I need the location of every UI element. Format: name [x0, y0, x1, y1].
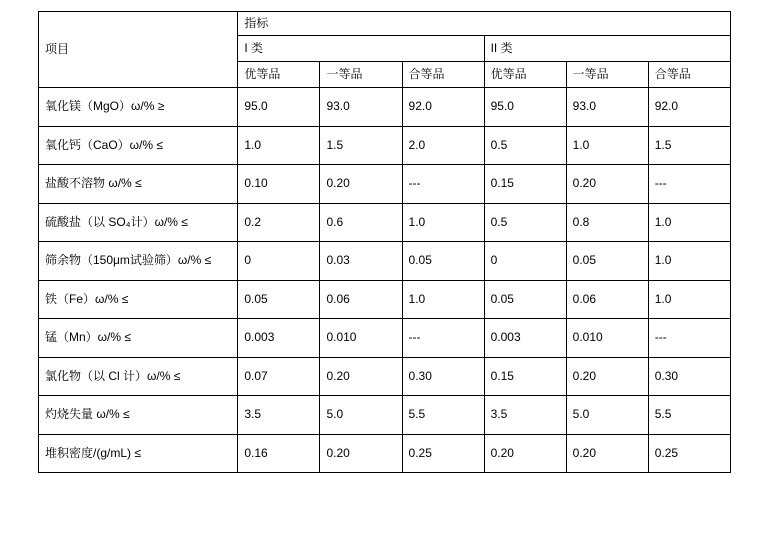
table-row [39, 319, 731, 358]
row-value: 1.5 [648, 126, 730, 165]
table-row [39, 165, 731, 204]
header-index-label: 指标 [238, 12, 731, 36]
row-value: 1.0 [648, 280, 730, 319]
row-value: 0.010 [320, 319, 402, 358]
header-grade-1: 优等品 [238, 62, 320, 88]
row-value: --- [402, 319, 484, 358]
row-value: 0.25 [402, 434, 484, 473]
row-item-name: 筛余物（150μm试验筛）ω/% ≤ [39, 242, 238, 281]
row-value: 0.10 [238, 165, 320, 204]
row-value: 0.15 [484, 357, 566, 396]
header-grade-2: 一等品 [320, 62, 402, 88]
row-value: 0.20 [484, 434, 566, 473]
row-value: 5.0 [320, 396, 402, 435]
table-row [39, 88, 731, 127]
row-value: 5.5 [402, 396, 484, 435]
row-value: 1.0 [238, 126, 320, 165]
row-value: 0.2 [238, 203, 320, 242]
row-value: 0.30 [648, 357, 730, 396]
row-value: 5.0 [566, 396, 648, 435]
row-value: 0.20 [566, 434, 648, 473]
row-value: 0.15 [484, 165, 566, 204]
row-value: --- [402, 165, 484, 204]
row-value: 95.0 [484, 88, 566, 127]
row-value: 0.20 [320, 434, 402, 473]
row-value: 0.06 [566, 280, 648, 319]
row-value: 3.5 [238, 396, 320, 435]
row-value: 0 [484, 242, 566, 281]
row-value: 92.0 [648, 88, 730, 127]
row-value: 1.0 [648, 242, 730, 281]
row-item-name: 锰（Mn）ω/% ≤ [39, 319, 238, 358]
table-row [39, 126, 731, 165]
header-grade-3: 合等品 [402, 62, 484, 88]
row-item-name: 氯化物（以 Cl 计）ω/% ≤ [39, 357, 238, 396]
header-grade-5: 一等品 [566, 62, 648, 88]
row-item-name: 盐酸不溶物 ω/% ≤ [39, 165, 238, 204]
row-value: 1.0 [566, 126, 648, 165]
row-value: 93.0 [320, 88, 402, 127]
table-row [39, 280, 731, 319]
row-value: 0.16 [238, 434, 320, 473]
row-value: 0.30 [402, 357, 484, 396]
row-item-name: 灼烧失量 ω/% ≤ [39, 396, 238, 435]
row-value: 0.03 [320, 242, 402, 281]
table-header-row-1 [39, 12, 731, 36]
row-value: 0.003 [484, 319, 566, 358]
row-value: 1.0 [402, 280, 484, 319]
header-class-1: I 类 [238, 36, 484, 62]
row-value: 93.0 [566, 88, 648, 127]
header-item-label: 项目 [39, 12, 238, 88]
row-value: 3.5 [484, 396, 566, 435]
row-value: 0.20 [566, 357, 648, 396]
row-value: 0.8 [566, 203, 648, 242]
row-value: 92.0 [402, 88, 484, 127]
row-value: 2.0 [402, 126, 484, 165]
row-item-name: 氧化镁（MgO）ω/% ≥ [39, 88, 238, 127]
row-value: 0.20 [320, 165, 402, 204]
row-value: 0.003 [238, 319, 320, 358]
table-row [39, 396, 731, 435]
row-value: 0.20 [566, 165, 648, 204]
row-value: 0 [238, 242, 320, 281]
table-row [39, 357, 731, 396]
row-value: 5.5 [648, 396, 730, 435]
table-row [39, 434, 731, 473]
row-value: 0.6 [320, 203, 402, 242]
row-value: 1.0 [402, 203, 484, 242]
row-value: 0.25 [648, 434, 730, 473]
row-item-name: 硫酸盐（以 SO₄计）ω/% ≤ [39, 203, 238, 242]
row-item-name: 堆积密度/(g/mL) ≤ [39, 434, 238, 473]
row-item-name: 铁（Fe）ω/% ≤ [39, 280, 238, 319]
row-value: 0.20 [320, 357, 402, 396]
row-item-name: 氧化钙（CaO）ω/% ≤ [39, 126, 238, 165]
row-value: 0.06 [320, 280, 402, 319]
row-value: 95.0 [238, 88, 320, 127]
row-value: 0.5 [484, 203, 566, 242]
row-value: 0.05 [238, 280, 320, 319]
specification-table [38, 11, 731, 473]
row-value: 0.05 [566, 242, 648, 281]
row-value: --- [648, 165, 730, 204]
row-value: 1.5 [320, 126, 402, 165]
row-value: 0.5 [484, 126, 566, 165]
header-class-2: II 类 [484, 36, 730, 62]
table-row [39, 203, 731, 242]
row-value: 0.05 [402, 242, 484, 281]
table-row [39, 242, 731, 281]
header-grade-6: 合等品 [648, 62, 730, 88]
row-value: --- [648, 319, 730, 358]
row-value: 0.05 [484, 280, 566, 319]
header-grade-4: 优等品 [484, 62, 566, 88]
row-value: 0.07 [238, 357, 320, 396]
row-value: 1.0 [648, 203, 730, 242]
row-value: 0.010 [566, 319, 648, 358]
